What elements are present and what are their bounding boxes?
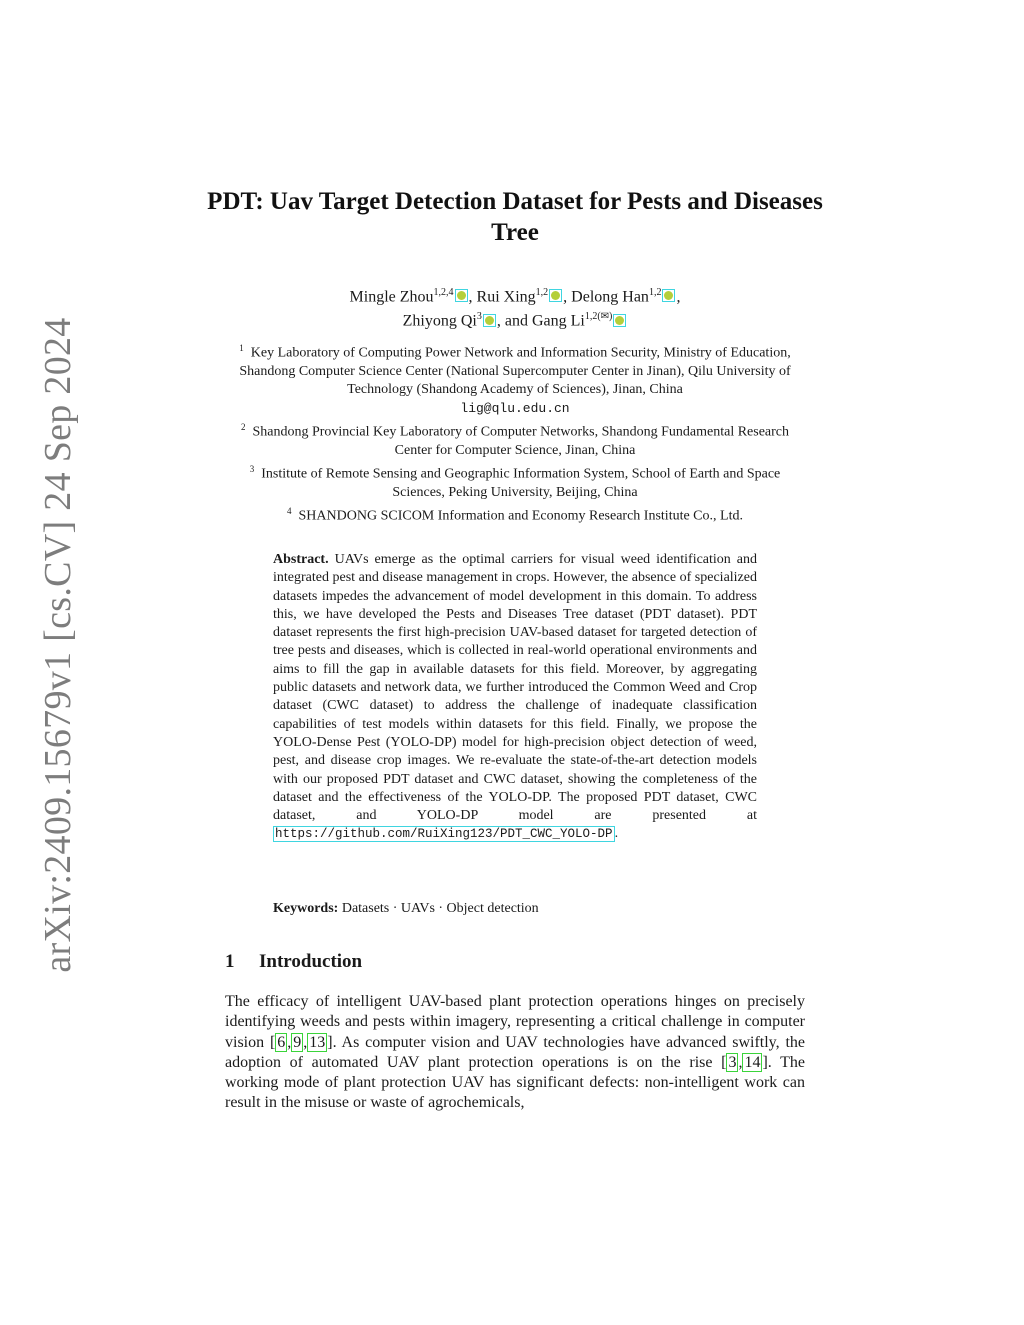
orcid-icon[interactable] <box>483 314 496 327</box>
author-connector: and <box>504 312 528 330</box>
affiliation-item <box>222 502 808 526</box>
abstract-label: Abstract. <box>273 552 329 567</box>
affiliation-sup: 3 <box>249 464 255 475</box>
section-number: 1 <box>225 951 235 972</box>
abstract <box>273 551 757 844</box>
author-name: Zhiyong Qi <box>402 312 477 330</box>
citation-link[interactable]: 14 <box>744 1053 761 1071</box>
affiliation-sup: 2 <box>240 421 246 432</box>
affiliation-text: Key Laboratory of Computing Power Network and Information Security, Ministry of Education, Shandong Computer Science Center (National Supercomputer Center in Jinan), Qilu University of Technology (Shandong Academy of Sciences), Jinan, China <box>239 345 791 398</box>
github-link[interactable]: https://github.com/RuiXing123/PDT_CWC_YOLO-DP <box>275 827 613 842</box>
author-affil-sup: 1,2,4 <box>433 287 454 298</box>
affiliation-item <box>222 418 808 460</box>
arxiv-side-stamp: arXiv:2409.15679v1 [cs.CV] 24 Sep 2024 <box>37 317 79 973</box>
section-heading <box>225 951 805 973</box>
author-name: Rui Xing <box>476 288 536 306</box>
keywords-label: Keywords: <box>273 901 339 916</box>
citation-group: [ 3 , 14 ] <box>721 1053 768 1071</box>
intro-text: . The working mode of plant protection UAV has significant defects: non-intelligent work can result in the misuse or waste of agrochemicals, <box>225 1053 805 1112</box>
section-title: Introduction <box>259 951 363 972</box>
intro-text: The efficacy of intelligent UAV-based plant protection operations hinges on precisely identifying weeds and pests within imagery, representing a critical challenge in computer vision <box>225 993 805 1051</box>
author-list: Mingle Zhou$^{1,2,4}$ , Rui Xing$^{1,2}$ , Delong Han$^{1,2}$ , Zhiyong Qi$^3$ , and Gang $Li^{1,2(✉)}$ <box>349 287 681 330</box>
author-name: Delong Han <box>571 288 649 306</box>
citation-group: [ 6 , 9 , 13 ] <box>269 1033 333 1051</box>
author-affil-sup: 3 <box>476 311 482 323</box>
affiliation-text: Shandong Provincial Key Laboratory of Computer Networks, Shandong Fundamental Research Center for Computer Science, Jinan, China <box>252 424 790 458</box>
affiliation-sup: 1 <box>239 343 244 353</box>
affiliation-item <box>222 339 808 418</box>
author-name: Gang Li <box>531 312 585 330</box>
affiliation-text: SHANDONG SCICOM Information and Economy Research Institute Co., Ltd. <box>298 509 743 524</box>
abstract-text: UAVs emerge as the optimal carriers for visual weed identification and integrated pest and disease management in crops. However, the absence of specialized datasets impedes the advancement of model development in this domain. To address this, we have developed the Pests and Diseases Tree dataset (PDT dataset). PDT dataset represents the first high-precision UAV-based dataset for targeted detection of tree pests and diseases, which is collected in real-world operational environments and aims to fill the gap in available datasets for this field. Moreover, by aggregating public datasets and network data, we further introduced the Common Weed and Crop dataset (CWC dataset) to address the challenge of inadequate classification capabilities of test models within datasets for this field. Finally, we propose the YOLO-Dense Pest (YOLO-DP) model for high-precision object detection of weed, pest, and disease crop images. We re-evaluate the state-of-the-art detection models with our proposed PDT dataset and CWC dataset, showing the completeness of the dataset and the effectiveness of the YOLO-DP. The proposed PDT dataset, CWC dataset, and YOLO-DP model are presented at <box>273 552 758 824</box>
author-affil-sup: 1,2 <box>535 287 549 298</box>
orcid-icon[interactable] <box>455 289 468 302</box>
keywords-items: Datasets · UAVs · Object detection <box>341 901 539 916</box>
affiliation-sup: 4 <box>287 506 292 517</box>
keywords <box>273 900 757 918</box>
orcid-icon[interactable] <box>662 289 675 302</box>
author-affil-sup: 1,2(✉) <box>584 311 613 323</box>
intro-text: . As computer vision and UAV technologies have advanced swiftly, the adoption of automated UAV plant protection operations is on the rise <box>225 1033 805 1071</box>
author-affil-sup: 1,2 <box>648 287 662 298</box>
affiliation-item <box>222 460 808 502</box>
citation-link[interactable]: 9 <box>293 1033 302 1051</box>
author-name: Mingle Zhou <box>349 288 434 306</box>
orcid-icon[interactable] <box>549 289 562 302</box>
citation-link[interactable]: 13 <box>309 1033 326 1051</box>
citation-link[interactable]: 3 <box>728 1053 737 1071</box>
affiliation-list <box>222 339 808 526</box>
paper-title: PDT: Uav Target Detection Dataset for Pests and Diseases Tree <box>207 188 823 246</box>
citation-link[interactable]: 6 <box>277 1033 286 1051</box>
intro-paragraph <box>225 992 805 1114</box>
abstract-end: . <box>614 826 619 842</box>
affiliation-text: Institute of Remote Sensing and Geographic Information System, School of Earth and Space Sciences, Peking University, Beijing, China <box>261 466 781 501</box>
contact-email[interactable]: lig@qlu.edu.cn <box>460 400 570 416</box>
orcid-icon[interactable] <box>613 314 626 327</box>
